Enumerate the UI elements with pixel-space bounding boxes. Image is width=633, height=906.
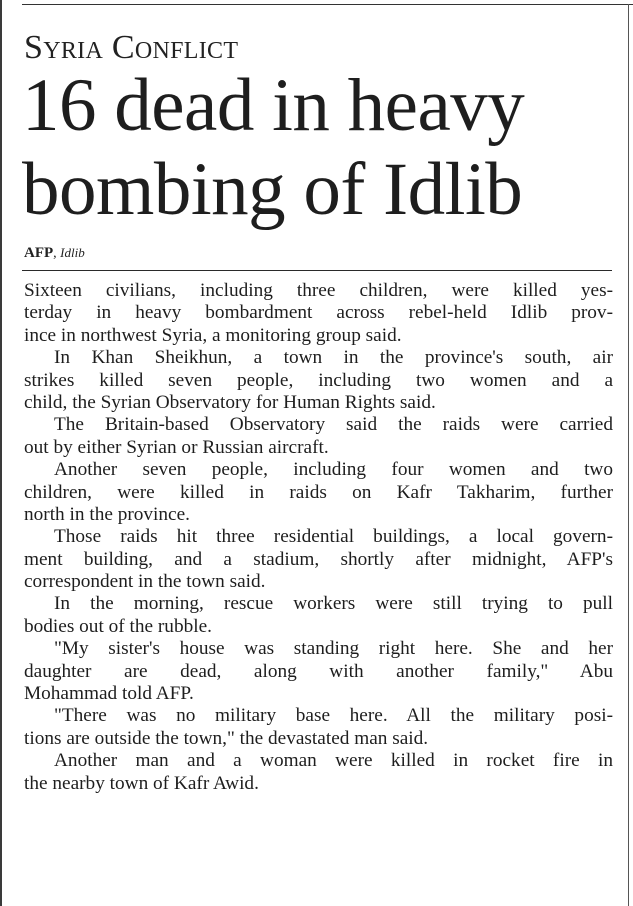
byline-place: Idlib [60, 245, 85, 260]
article-body [24, 280, 613, 795]
body-line: strikes killed seven people, including two women and a [24, 369, 613, 391]
byline-separator: , [53, 246, 61, 261]
body-line: In the morning, rescue workers were still trying to pull [54, 593, 613, 615]
body-line: Another seven people, including four women and two [54, 459, 613, 481]
body-line: terday in heavy bombardment across rebel-held Idlib prov- [24, 302, 613, 324]
body-line: In Khan Sheikhun, a town in the province's south, air [54, 347, 613, 369]
top-border-rule [22, 4, 633, 5]
body-line: Mohammad told AFP. [24, 683, 194, 705]
right-border-rule [628, 4, 629, 906]
headline-line: bombing of Idlib [22, 148, 523, 231]
byline [24, 244, 85, 263]
headline [22, 64, 622, 232]
byline-rule [22, 270, 612, 271]
body-line: daughter are dead, along with another family," Abu [24, 660, 613, 682]
headline-line: 16 dead in heavy [22, 64, 525, 147]
section-kicker: Syria Conflict [24, 29, 239, 66]
body-line: ince in northwest Syria, a monitoring group said. [24, 324, 402, 346]
body-line: tions are outside the town," the devastated man said. [24, 727, 429, 749]
body-line: children, were killed in raids on Kafr Takharim, further [24, 481, 613, 503]
body-line: north in the province. [24, 503, 190, 525]
byline-agency: AFP [24, 245, 54, 261]
body-line: The Britain-based Observatory said the raids were carried [54, 414, 613, 436]
body-line: Sixteen civilians, including three children, were killed yes- [24, 280, 613, 301]
body-line: correspondent in the town said. [24, 571, 266, 593]
body-line: the nearby town of Kafr Awid. [24, 772, 259, 794]
body-line: child, the Syrian Observatory for Human Rights said. [24, 391, 436, 413]
body-line: "My sister's house was standing right here. She and her [54, 638, 613, 660]
body-line: bodies out of the rubble. [24, 615, 212, 637]
body-line: ment building, and a stadium, shortly after midnight, AFP's [24, 548, 613, 570]
body-line: Another man and a woman were killed in rocket fire in [54, 750, 613, 772]
body-line: out by either Syrian or Russian aircraft. [24, 436, 329, 458]
body-line: "There was no military base here. All the military posi- [54, 705, 613, 727]
body-line: Those raids hit three residential buildings, a local govern- [54, 526, 613, 548]
left-border-rule [0, 0, 2, 906]
